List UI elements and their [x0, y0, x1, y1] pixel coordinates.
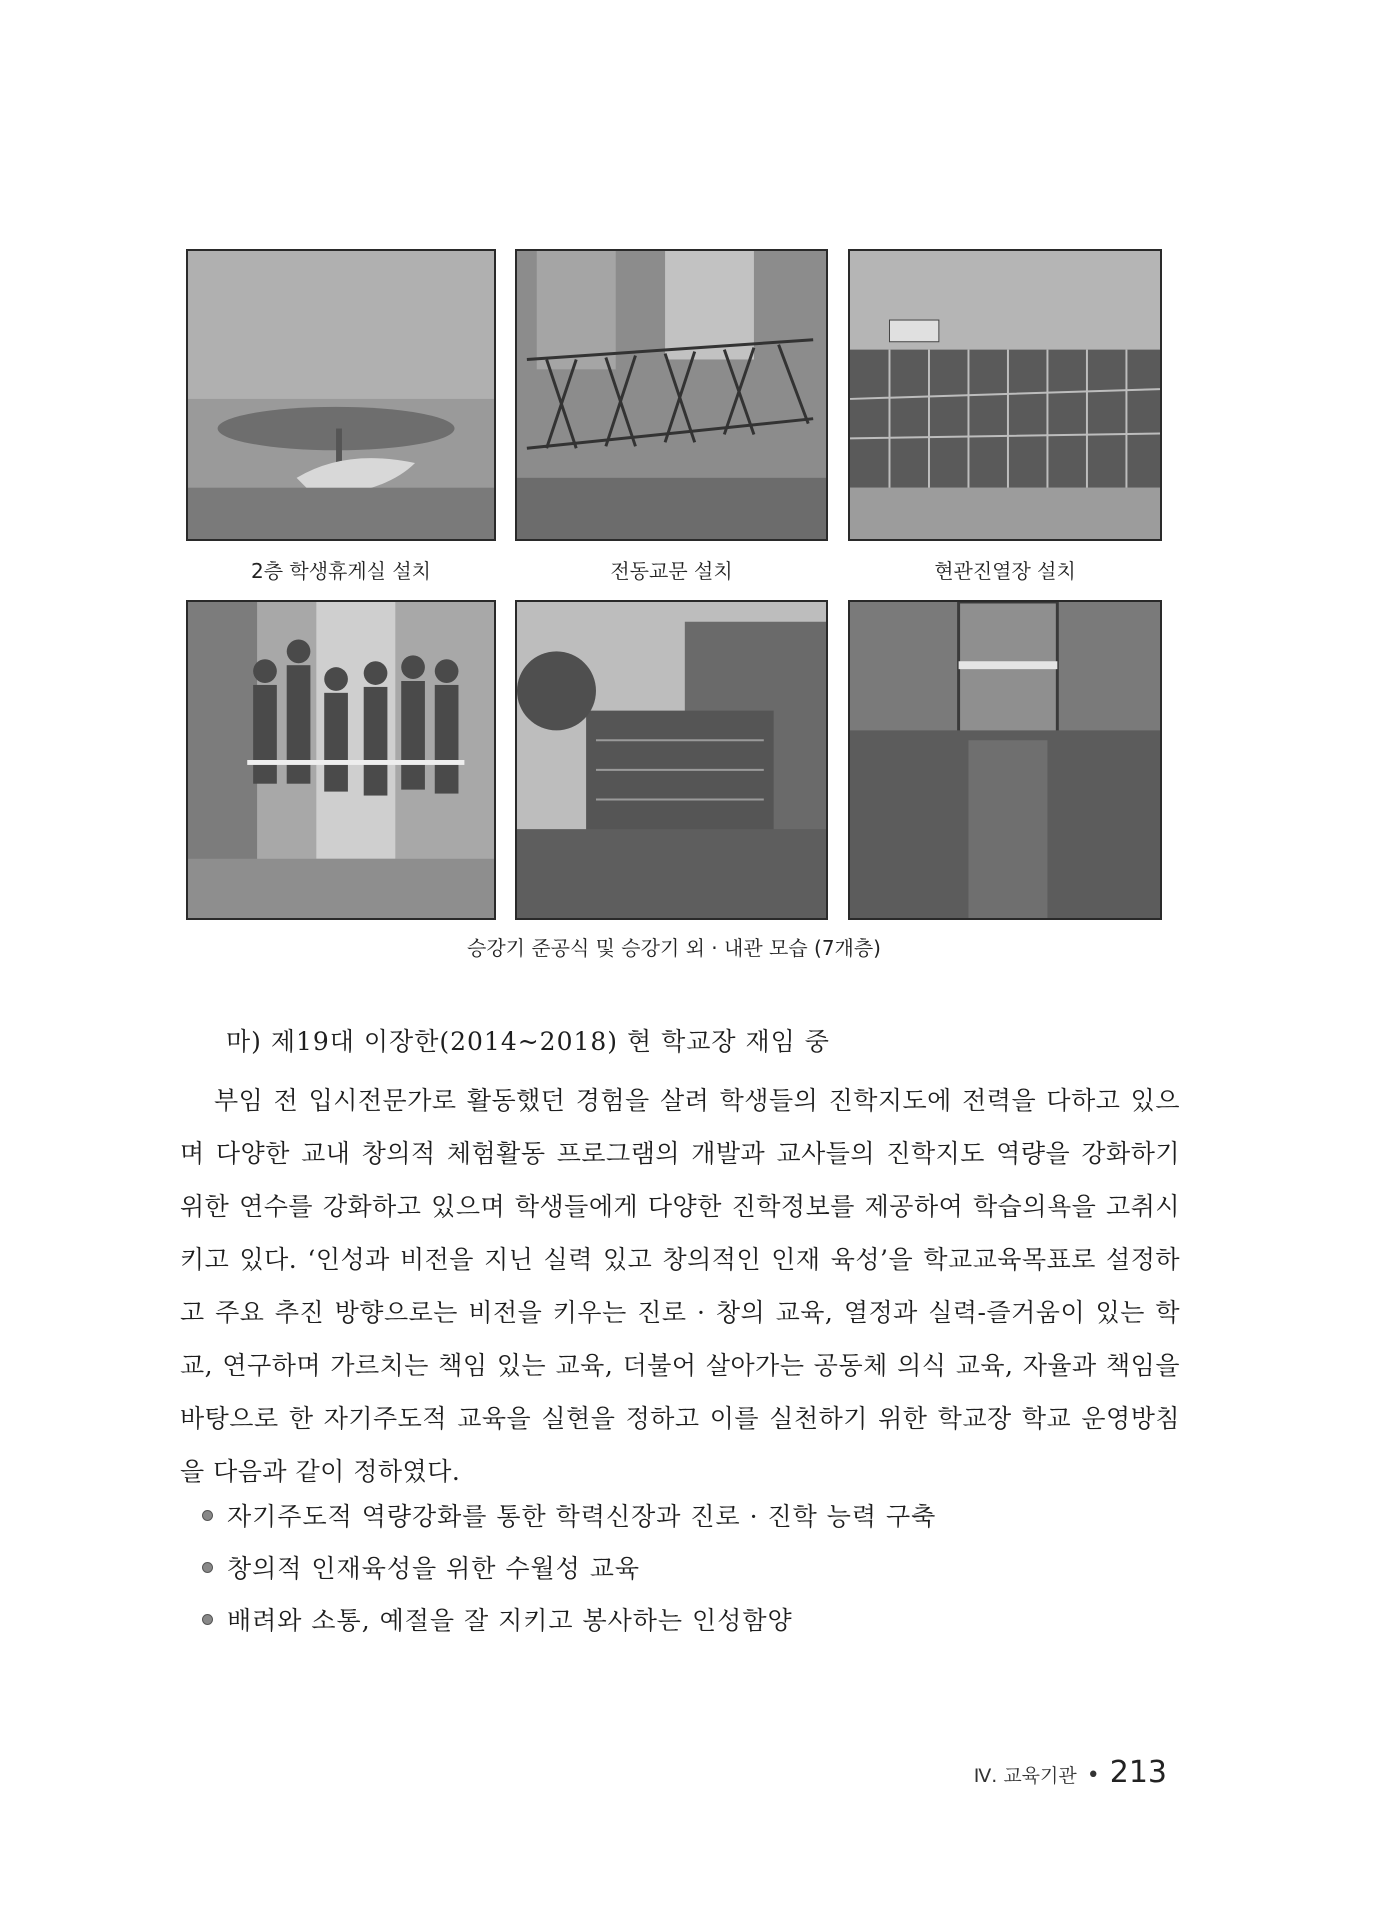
chapter-label: Ⅳ. 교육기관 — [973, 1765, 1077, 1787]
student-lounge-photo — [186, 249, 496, 541]
section-heading: 마) 제19대 이장한(2014~2018) 현 학교장 재임 중 — [226, 1027, 830, 1056]
bullet-icon — [202, 1510, 213, 1521]
policy-list — [202, 1489, 936, 1645]
figure-caption-elevator: 승강기 준공식 및 승강기 외 · 내관 모습 (7개층) — [467, 936, 881, 960]
entrance-display-case-photo — [848, 249, 1162, 541]
list-item-text: 자기주도적 역량강화를 통한 학력신장과 진로 · 진학 능력 구축 — [227, 1502, 937, 1531]
figure-caption-student-lounge: 2층 학생휴게실 설치 — [251, 559, 431, 583]
list-item-text: 창의적 인재육성을 위한 수월성 교육 — [227, 1554, 641, 1583]
elevator-exterior-photo — [515, 600, 828, 920]
elevator-interior-photo — [848, 600, 1162, 920]
list-item — [202, 1541, 936, 1593]
list-item — [202, 1593, 936, 1645]
figure-caption-display-case: 현관진열장 설치 — [934, 559, 1076, 583]
bullet-icon — [202, 1562, 213, 1573]
list-item-text: 배려와 소통, 예절을 잘 지키고 봉사하는 인성함양 — [227, 1606, 793, 1635]
section-paragraph: 부임 전 입시전문가로 활동했던 경험을 살려 학생들의 진학지도에 전력을 다하고 있으며 다양한 교내 창의적 체험활동 프로그램의 개발과 교사들의 진학지도 역량을 강화하기 위한 연수를 강화하고 있으며 학생들에게 다양한 진학정보를 제공하여 학습의욕을 고취시키고 있다. ‘인성과 비전을 지닌 실력 있고 창의적인 인재 육성’을 학교교육목표로 설정하고 주요 추진 방향으로는 비전을 키우는 진로 · 창의 교육, 열정과 실력-즐거움이 있는 학교, 연구하며 가르치는 책임 있는 교육, 더불어 살아가는 공동체 의식 교육, 자율과 책임을 바탕으로 한 자기주도적 교육을 실현을 정하고 이를 실천하기 위한 학교장 학교 운영방침을 다음과 같이 정하였다. — [180, 1086, 1180, 1486]
footer-separator: • — [1086, 1763, 1100, 1788]
page-number: 213 — [1109, 1755, 1167, 1790]
elevator-ceremony-photo — [186, 600, 496, 920]
figure-caption-electric-gate: 전동교문 설치 — [610, 559, 733, 583]
bullet-icon — [202, 1614, 213, 1625]
list-item — [202, 1489, 936, 1541]
page-footer — [974, 1755, 1167, 1790]
electric-gate-photo — [515, 249, 828, 541]
